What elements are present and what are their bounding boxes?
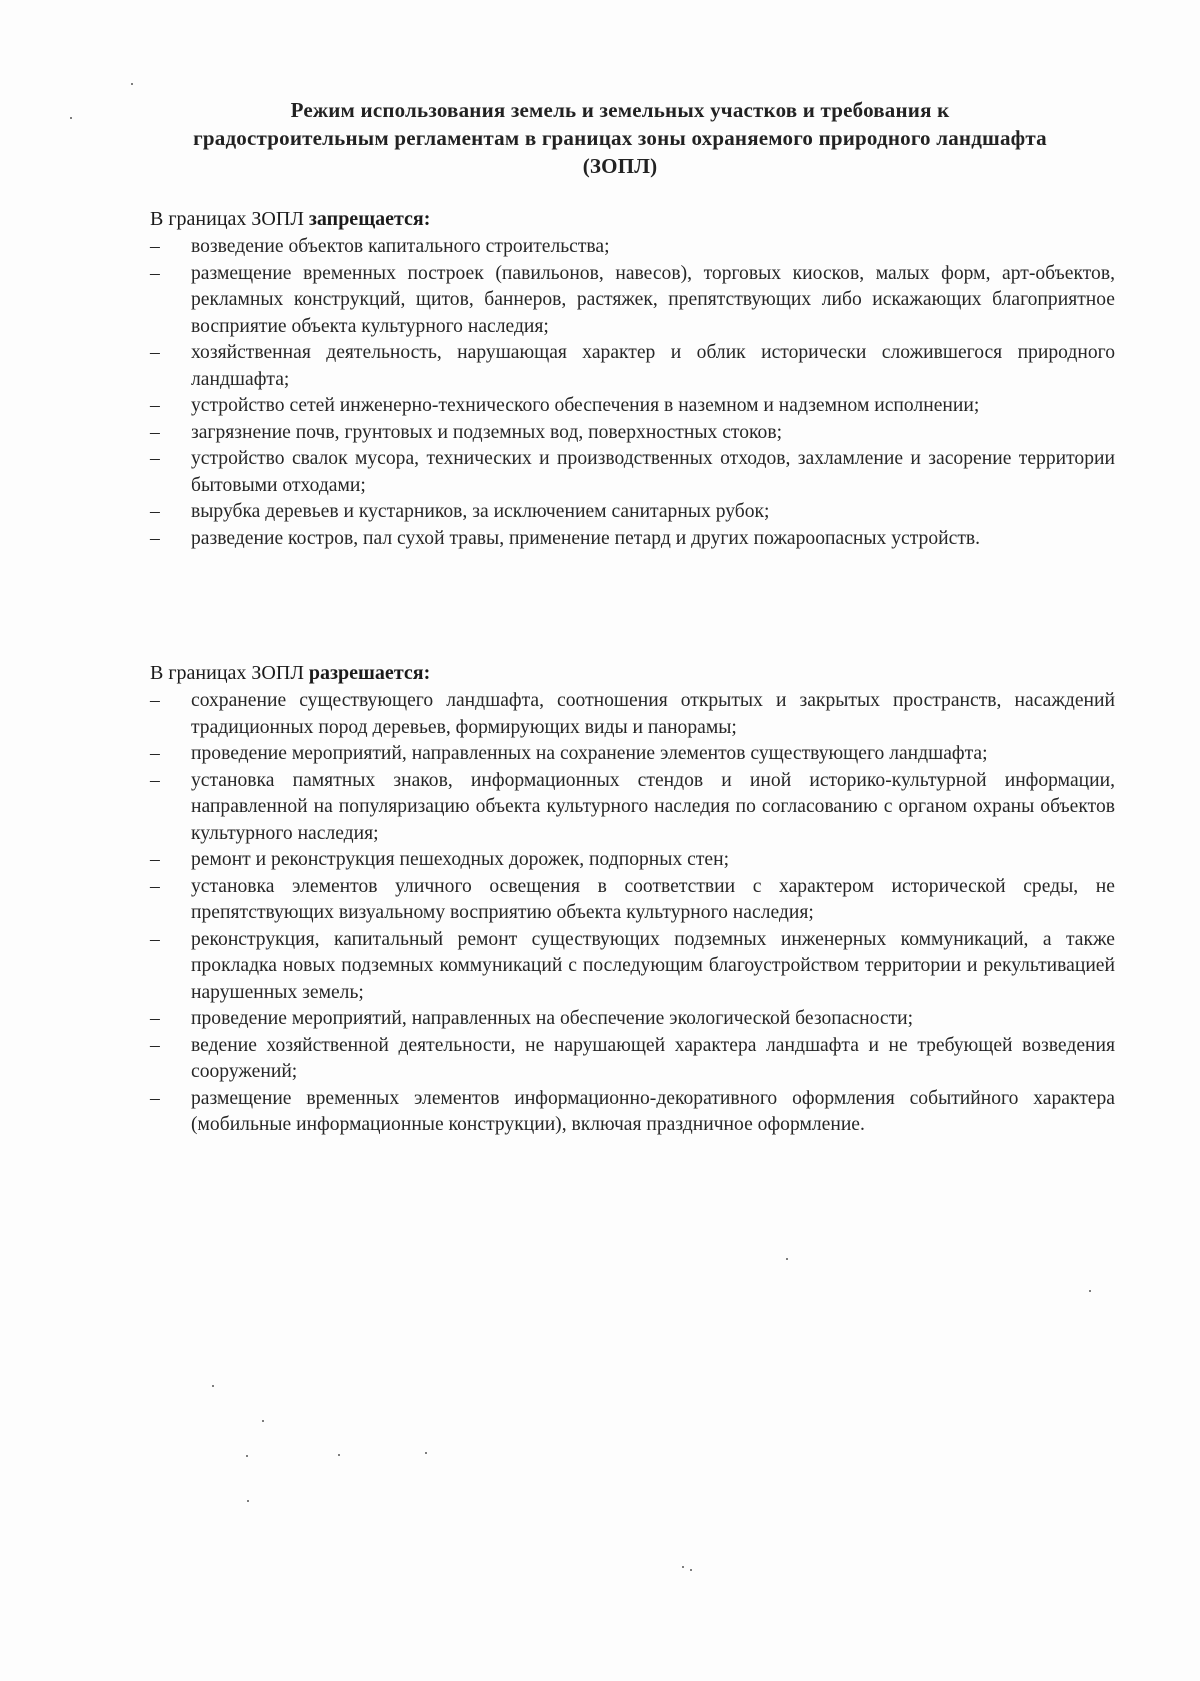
item-text: размещение временных элементов информационно-декоративного оформления событийного характера (мобильные информационные конструкции), включая праздничное оформление. xyxy=(191,1087,1115,1135)
item-text: устройство свалок мусора, технических и производственных отходов, захламление и засорение территории бытовыми отходами; xyxy=(191,448,1115,496)
title-line: Режим использования земель и земельных участков и требования к xyxy=(290,98,950,122)
list-item xyxy=(150,1086,1115,1139)
item-text: проведение мероприятий, направленных на обеспечение экологической безопасности; xyxy=(191,1008,914,1029)
list-item xyxy=(150,499,1115,526)
item-text: возведение объектов капитального строительства; xyxy=(191,236,610,257)
scan-speck xyxy=(70,117,72,119)
list-item xyxy=(150,446,1115,499)
list-item xyxy=(150,420,1115,447)
dash-bullet: – xyxy=(150,1034,160,1056)
dash-bullet: – xyxy=(150,395,160,416)
list-item xyxy=(150,526,1115,553)
scan-speck xyxy=(262,1420,264,1422)
item-text: установка элементов уличного освещения в соответствии с характером исторической среды, не препятствующих визуальному восприятию объекта культурного наследия; xyxy=(191,875,1115,923)
list-item xyxy=(150,874,1115,927)
list-item xyxy=(150,261,1115,341)
title-line: (ЗОПЛ) xyxy=(582,154,658,178)
dash-bullet: – xyxy=(150,1087,160,1109)
dash-bullet: – xyxy=(150,262,160,284)
item-text: размещение временных построек (павильонов, навесов), торговых киосков, малых форм, арт-объектов, рекламных конструкций, щитов, баннеров, растяжек, препятствующих либо искажающих благоприятное восприятие объекта культурного наследия; xyxy=(191,262,1115,337)
item-text: разведение костров, пал сухой травы, применение петард и других пожароопасных устройств. xyxy=(191,527,981,549)
scan-speck xyxy=(338,1454,340,1456)
dash-bullet: – xyxy=(150,1008,160,1029)
scan-speck xyxy=(247,1500,249,1502)
dash-bullet: – xyxy=(150,690,160,711)
document-title xyxy=(140,96,1100,180)
scan-speck xyxy=(690,1569,692,1571)
dash-bullet: – xyxy=(150,875,160,897)
scan-speck xyxy=(131,83,133,85)
permitted-heading xyxy=(150,660,1115,686)
item-text: ведение хозяйственной деятельности, не нарушающей характера ландшафта и не требующей возведения сооружений; xyxy=(191,1034,1115,1082)
item-text: хозяйственная деятельность, нарушающая характер и облик исторически сложившегося природного ландшафта; xyxy=(191,342,1115,390)
scan-speck xyxy=(246,1455,248,1457)
list-item xyxy=(150,847,1115,874)
heading-keyword: разрешается: xyxy=(308,662,431,684)
list-item xyxy=(150,688,1115,741)
prohibited-list xyxy=(150,234,1115,552)
dash-bullet: – xyxy=(150,236,160,257)
list-item xyxy=(150,1033,1115,1086)
heading-keyword: запрещается: xyxy=(308,208,431,230)
dash-bullet: – xyxy=(150,928,160,950)
scan-speck xyxy=(682,1566,684,1568)
dash-bullet: – xyxy=(150,448,160,469)
list-item xyxy=(150,1006,1115,1033)
dash-bullet: – xyxy=(150,421,160,443)
item-text: реконструкция, капитальный ремонт существующих подземных инженерных коммуникаций, а также прокладка новых подземных коммуникаций с последующим благоустройством территории и рекультивацией нарушенных земель; xyxy=(191,928,1115,1003)
list-item xyxy=(150,927,1115,1007)
scan-speck xyxy=(1089,1290,1091,1292)
item-text: ремонт и реконструкция пешеходных дорожек, подпорных стен; xyxy=(191,849,730,870)
scan-speck xyxy=(212,1385,214,1387)
list-item xyxy=(150,741,1115,768)
heading-text: В границах ЗОПЛ xyxy=(150,208,309,230)
dash-bullet: – xyxy=(150,527,160,549)
dash-bullet: – xyxy=(150,501,160,522)
item-text: загрязнение почв, грунтовых и подземных вод, поверхностных стоков; xyxy=(191,421,783,443)
scan-speck xyxy=(786,1258,788,1260)
permitted-section xyxy=(150,660,1115,1139)
title-line: градостроительным регламентам в границах зоны охраняемого природного ландшафта xyxy=(193,126,1047,150)
item-text: устройство сетей инженерно-технического обеспечения в наземном и надземном исполнении; xyxy=(191,395,980,416)
dash-bullet: – xyxy=(150,342,160,363)
item-text: проведение мероприятий, направленных на сохранение элементов существующего ландшафта; xyxy=(191,743,988,764)
heading-text: В границах ЗОПЛ xyxy=(150,662,309,684)
prohibited-heading xyxy=(150,206,1115,232)
dash-bullet: – xyxy=(150,743,160,764)
permitted-list xyxy=(150,688,1115,1139)
item-text: вырубка деревьев и кустарников, за исключением санитарных рубок; xyxy=(191,501,770,522)
dash-bullet: – xyxy=(150,769,160,791)
prohibited-section xyxy=(150,206,1115,552)
list-item xyxy=(150,340,1115,393)
dash-bullet: – xyxy=(150,849,160,870)
item-text: сохранение существующего ландшафта, соотношения открытых и закрытых пространств, насаждений традиционных пород деревьев, формирующих виды и панорамы; xyxy=(191,690,1115,738)
list-item xyxy=(150,393,1115,420)
list-item xyxy=(150,234,1115,261)
item-text: установка памятных знаков, информационных стендов и иной историко-культурной информации, направленной на популяризацию объекта культурного наследия по согласованию с органом охраны объектов культурного наследия; xyxy=(191,769,1115,844)
list-item xyxy=(150,768,1115,848)
scan-speck xyxy=(425,1452,427,1454)
